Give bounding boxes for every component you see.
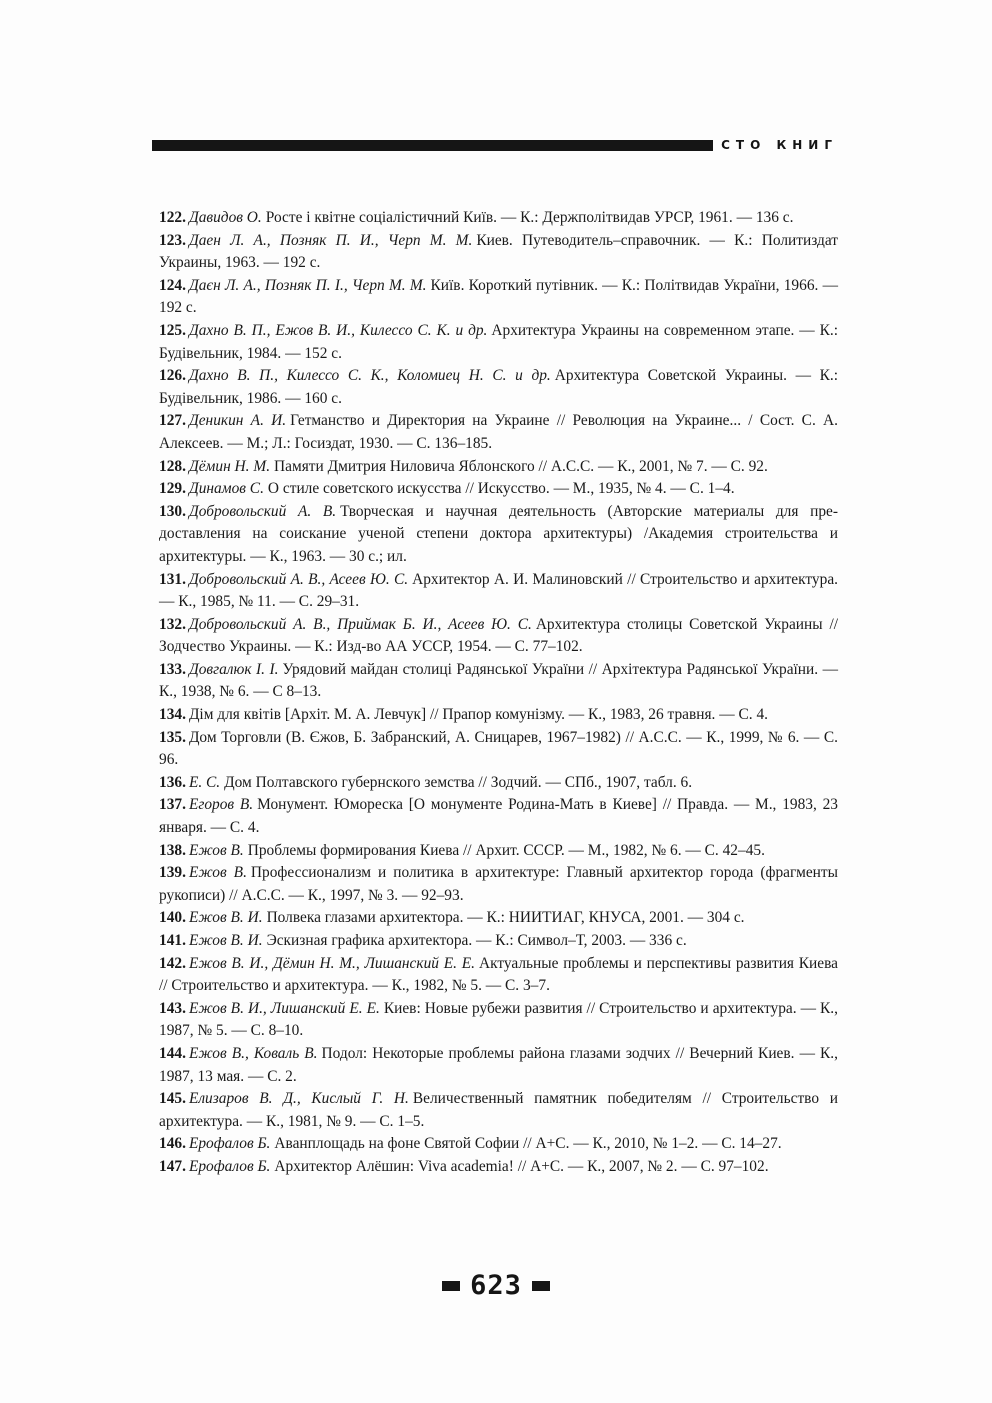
entry-number: 138. — [159, 841, 186, 859]
header-rule — [152, 140, 713, 151]
entry-text: Киев: Новые рубежи развития // Строительство и архитектура. — К., 1987, № 5. — С. 8–10. — [159, 999, 838, 1040]
bibliography-entry — [159, 365, 838, 410]
bibliography-entry — [159, 1043, 838, 1088]
entry-authors: Добровольский А. В., Асеев Ю. С. — [188, 570, 409, 588]
entry-text: Монумент. Юмореска [О монументе Родина-Мать в Киеве] // Правда. — М., 1983, 23 января. — С. 4. — [159, 796, 838, 837]
bibliography-entry — [159, 320, 838, 365]
entry-text: Величественный памятник победителям // Строительство и архитектура. — К., 1981, № 9. — С. 1–5. — [159, 1090, 838, 1130]
running-header — [152, 136, 838, 154]
entry-number: 135. — [159, 728, 186, 746]
running-header-title: СТО КНИГ — [721, 138, 838, 152]
bibliography-entry — [159, 207, 838, 230]
entry-text: Архитектор А. И. Малиновский // Строительство и архитектура. — К., 1985, № 11. — С. 29–31. — [159, 570, 838, 611]
entry-authors: Добровольский А. В., Приймак Б. И., Асеев Ю. С. — [188, 615, 532, 633]
entry-authors: Ежов В. И. — [188, 909, 263, 927]
entry-authors: Ежов В. — [188, 864, 247, 882]
entry-text: О стиле советского искусства // Искусство. — М., 1935, № 4. — С. 1–4. — [267, 480, 735, 498]
entry-text: Киев. Путеводитель–справочник. — К.: Политиздат Украины, 1963. — 192 с. — [159, 231, 838, 272]
bibliography-entry — [159, 907, 838, 930]
entry-authors: Добровольский А. В. — [188, 502, 337, 520]
entry-text: Дом Торговли (В. Єжов, Б. Забранский, А. Сницарев, 1967–1982) // А.С.С. — К., 1999, № 6. — С. 96. — [159, 728, 838, 769]
bibliography-entry — [159, 862, 838, 907]
entry-authors: Ежов В., Коваль В. — [188, 1044, 318, 1062]
entry-authors: Дахно В. П., Килессо С. К., Коломиец Н. С. и др. — [188, 367, 551, 385]
bibliography-entry — [159, 930, 838, 953]
bibliography-entry — [159, 840, 838, 863]
entry-number: 132. — [159, 615, 186, 633]
entry-text: Проблемы формирования Киева // Архит. СССР. — М., 1982, № 6. — С. 42–45. — [247, 841, 765, 859]
bibliography-entry — [159, 1133, 838, 1156]
entry-number: 123. — [159, 231, 186, 249]
entry-authors: Елизаров В. Д., Кислый Г. Н. — [188, 1090, 409, 1108]
entry-authors: Дахно В. П., Ежов В. И., Килессо С. К. и др. — [188, 321, 488, 339]
entry-number: 128. — [159, 457, 186, 475]
entry-number: 140. — [159, 909, 186, 927]
entry-authors: Давидов О. — [188, 209, 262, 226]
entry-authors: Ерофалов Б. — [188, 1157, 271, 1175]
bibliography-entry — [159, 275, 838, 320]
entry-number: 145. — [159, 1090, 186, 1108]
entry-authors: Дёмин Н. М. — [188, 457, 271, 475]
entry-number: 136. — [159, 773, 186, 791]
entry-text: Аванплощадь на фоне Святой Софии // А+С. — К., 2010, № 1–2. — С. 14–27. — [274, 1135, 782, 1153]
entry-authors: Егоров В. — [188, 796, 254, 814]
entry-number: 134. — [159, 706, 186, 724]
entry-authors: Довгалюк І. І. — [188, 660, 279, 678]
entry-text: Дім для квітів [Архіт. М. А. Левчук] // Прапор комунізму. — К., 1983, 26 травня. — С. 4. — [188, 706, 768, 724]
entry-number: 137. — [159, 796, 186, 814]
entry-authors: Ежов В. И., Лишанский Е. Е. — [188, 999, 380, 1017]
entry-number: 147. — [159, 1157, 186, 1175]
entry-authors: Динамов С. — [188, 480, 264, 498]
entry-number: 124. — [159, 276, 186, 294]
entry-text: Росте і квітне соціалістичний Київ. — К.: Держполітвидав УРСР, 1961. — 136 с. — [265, 209, 794, 226]
entry-text: Творческая и научная деятельность (Авторские материалы для предоставления на соискание ученой степени доктора архитектуры) /Академия строительства и архитектуры. — К., 1963. — 30 с.; ил. — [159, 502, 838, 565]
bibliography-entry — [159, 478, 838, 501]
page-footer — [0, 1270, 992, 1301]
entry-authors: Ежов В. И. — [188, 932, 263, 949]
entry-number: 141. — [159, 932, 186, 949]
entry-number: 125. — [159, 321, 186, 339]
bibliography-entry — [159, 704, 838, 727]
bibliography-entry — [159, 501, 838, 569]
bibliography-entry — [159, 772, 838, 795]
bibliography-entry — [159, 1088, 838, 1133]
bibliography-entry — [159, 1156, 838, 1179]
bibliography-entry — [159, 998, 838, 1043]
bibliography-entry — [159, 410, 838, 455]
entry-number: 130. — [159, 502, 186, 520]
entry-number: 142. — [159, 954, 186, 972]
entry-authors: Даєн Л. А., Позняк П. І., Черп М. М. — [188, 276, 427, 294]
footer-square-left — [442, 1281, 460, 1291]
bibliography-entry — [159, 230, 838, 275]
entry-text: Подол: Некоторые проблемы района глазами зодчих // Вечерний Киев. — К., 1987, 13 мая. — С. 2. — [159, 1044, 838, 1085]
entry-number: 126. — [159, 367, 186, 385]
entry-authors: Деникин А. И. — [188, 412, 287, 430]
entry-text: Архитектура столицы Советской Украины // Зодчество Украины. — К.: Изд-во АА УССР, 1954. — С. 77–102. — [159, 615, 838, 656]
bibliography-entry — [159, 569, 838, 614]
entry-number: 143. — [159, 999, 186, 1017]
entry-authors: Даен Л. А., Позняк П. И., Черп М. М. — [188, 231, 473, 249]
page-number: 623 — [470, 1270, 522, 1301]
entry-number: 127. — [159, 412, 186, 430]
entry-text: Гетманство и Директория на Украине // Революция на Украине... / Сост. С. А. Алексеев. — М.; Л.: Госиздат, 1930. — С. 136–185. — [159, 412, 839, 452]
entry-number: 133. — [159, 660, 186, 678]
entry-text: Архитектура Советской Украины. — К.: Будівельник, 1986. — 160 с. — [159, 367, 839, 407]
entry-number: 139. — [159, 864, 186, 882]
entry-text: Полвека глазами архитектора. — К.: НИИТИАГ, КНУСА, 2001. — 304 с. — [266, 909, 745, 927]
footer-square-right — [532, 1281, 550, 1291]
entry-authors: Ежов В. — [188, 841, 244, 859]
bibliography-entry — [159, 659, 838, 704]
entry-authors: Ерофалов Б. — [188, 1135, 271, 1153]
bibliography-list — [159, 207, 838, 1179]
bibliography-entry — [159, 794, 838, 839]
entry-number: 129. — [159, 480, 186, 498]
entry-text: Актуальные проблемы и перспективы развития Киева // Строительство и архитектура. — К., 1982, № 5. — С. 3–7. — [159, 954, 838, 995]
entry-text: Київ. Короткий путівник. — К.: Політвидав України, 1966. — 192 с. — [159, 276, 838, 317]
entry-number: 131. — [159, 570, 186, 588]
entry-text: Дом Полтавского губернского земства // Зодчий. — СПб., 1907, табл. 6. — [224, 773, 693, 791]
entry-text: Архитектура Украины на современном этапе. — К.: Будівельник, 1984. — 152 с. — [159, 321, 838, 362]
entry-text: Эскизная графика архитектора. — К.: Символ–Т, 2003. — 336 с. — [266, 932, 687, 949]
bibliography-entry — [159, 953, 838, 998]
entry-authors: Ежов В. И., Дёмин Н. М., Лишанский Е. Е. — [188, 954, 475, 972]
entry-text: Профессионализм и политика в архитектуре: Главный архитектор города (фрагменты рукописи) // А.С.С. — К., 1997, № 3. — 92–93. — [159, 864, 838, 904]
bibliography-entry — [159, 456, 838, 479]
entry-text: Памяти Дмитрия Ниловича Яблонского // А.С.С. — К., 2001, № 7. — С. 92. — [274, 457, 768, 475]
entry-authors: Е. С. — [188, 773, 221, 791]
entry-number: 122. — [159, 209, 186, 226]
bibliography-entry — [159, 614, 838, 659]
entry-text: Урядовий майдан столиці Радянської України // Архітектура Радянської України. — К., 1938, № 6. — С 8–13. — [159, 660, 838, 701]
entry-number: 146. — [159, 1135, 186, 1153]
entry-number: 144. — [159, 1044, 186, 1062]
bibliography-entry — [159, 727, 838, 772]
entry-text: Архитектор Алёшин: Viva academia! // А+С. — К., 2007, № 2. — С. 97–102. — [274, 1157, 769, 1175]
